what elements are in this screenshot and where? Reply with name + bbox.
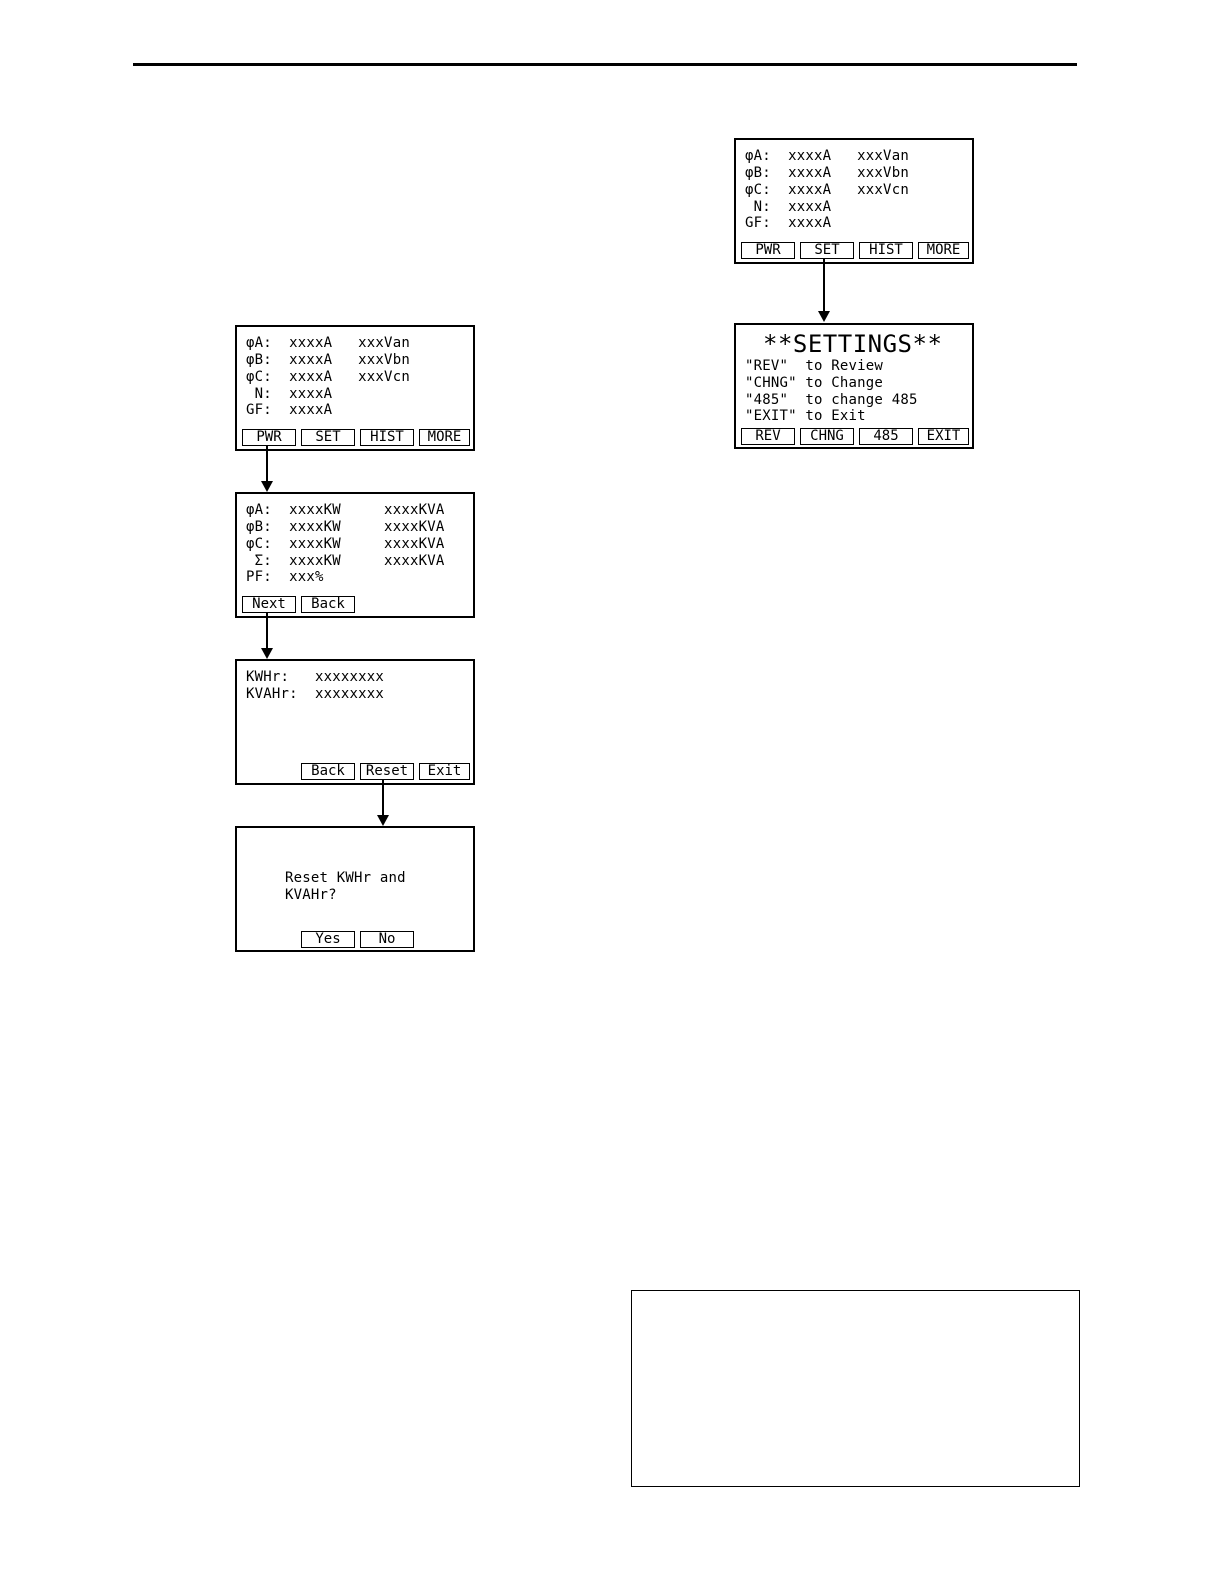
settings-title: **SETTINGS** bbox=[763, 330, 943, 358]
readout-line: φC: xxxxA xxxVcn bbox=[745, 182, 909, 198]
reset-button[interactable]: Reset bbox=[360, 763, 414, 780]
pwr-button[interactable]: PWR bbox=[242, 429, 296, 446]
main-screen-left bbox=[235, 325, 475, 451]
readout-line: φB: xxxxA xxxVbn bbox=[745, 165, 909, 181]
flow-arrow-head bbox=[818, 311, 830, 322]
flow-arrow-line bbox=[266, 612, 268, 649]
exit-button[interactable]: Exit bbox=[419, 763, 470, 780]
readout-line: φC: xxxxKW xxxxKVA bbox=[246, 536, 445, 552]
energy-screen bbox=[235, 659, 475, 785]
more-button[interactable]: MORE bbox=[918, 242, 969, 259]
485-button[interactable]: 485 bbox=[859, 428, 913, 445]
readout-line: φC: xxxxA xxxVcn bbox=[246, 369, 410, 385]
set-button[interactable]: SET bbox=[800, 242, 854, 259]
rev-button[interactable]: REV bbox=[741, 428, 795, 445]
more-button[interactable]: MORE bbox=[419, 429, 470, 446]
hist-button[interactable]: HIST bbox=[859, 242, 913, 259]
flow-arrow-head bbox=[377, 815, 389, 826]
header-rule bbox=[133, 63, 1077, 66]
readout-line: N: xxxxA bbox=[745, 199, 832, 215]
readout-line: φA: xxxxKW xxxxKVA bbox=[246, 502, 445, 518]
exit-button[interactable]: EXIT bbox=[918, 428, 969, 445]
note-box bbox=[631, 1290, 1080, 1487]
readout-line: φB: xxxxKW xxxxKVA bbox=[246, 519, 445, 535]
power-screen bbox=[235, 492, 475, 618]
readout-line: φA: xxxxA xxxVan bbox=[246, 335, 410, 351]
flow-arrow-line bbox=[823, 258, 825, 312]
main-screen-right bbox=[734, 138, 974, 264]
set-button[interactable]: SET bbox=[301, 429, 355, 446]
readout-line: GF: xxxxA bbox=[246, 402, 333, 418]
pwr-button[interactable]: PWR bbox=[741, 242, 795, 259]
readout-line: N: xxxxA bbox=[246, 386, 333, 402]
flow-arrow-head bbox=[261, 648, 273, 659]
yes-button[interactable]: Yes bbox=[301, 931, 355, 948]
flow-arrow-line bbox=[382, 779, 384, 816]
confirm-reset-screen bbox=[235, 826, 475, 952]
settings-line: "485" to change 485 bbox=[745, 392, 918, 408]
readout-line: GF: xxxxA bbox=[745, 215, 832, 231]
settings-line: "CHNG" to Change bbox=[745, 375, 884, 391]
readout-line: KVAHr: xxxxxxxx bbox=[246, 686, 385, 702]
next-button[interactable]: Next bbox=[242, 596, 296, 613]
readout-line: PF: xxx% bbox=[246, 569, 324, 585]
settings-line: "EXIT" to Exit bbox=[745, 408, 866, 424]
flow-arrow-head bbox=[261, 481, 273, 492]
prompt-line: Reset KWHr and bbox=[285, 870, 406, 886]
back-button[interactable]: Back bbox=[301, 596, 355, 613]
readout-line: Σ: xxxxKW xxxxKVA bbox=[246, 553, 445, 569]
readout-line: KWHr: xxxxxxxx bbox=[246, 669, 385, 685]
settings-line: "REV" to Review bbox=[745, 358, 884, 374]
prompt-line: KVAHr? bbox=[285, 887, 337, 903]
flow-arrow-line bbox=[266, 445, 268, 482]
back-button[interactable]: Back bbox=[301, 763, 355, 780]
readout-line: φA: xxxxA xxxVan bbox=[745, 148, 909, 164]
hist-button[interactable]: HIST bbox=[360, 429, 414, 446]
readout-line: φB: xxxxA xxxVbn bbox=[246, 352, 410, 368]
no-button[interactable]: No bbox=[360, 931, 414, 948]
settings-screen bbox=[734, 323, 974, 449]
chng-button[interactable]: CHNG bbox=[800, 428, 854, 445]
